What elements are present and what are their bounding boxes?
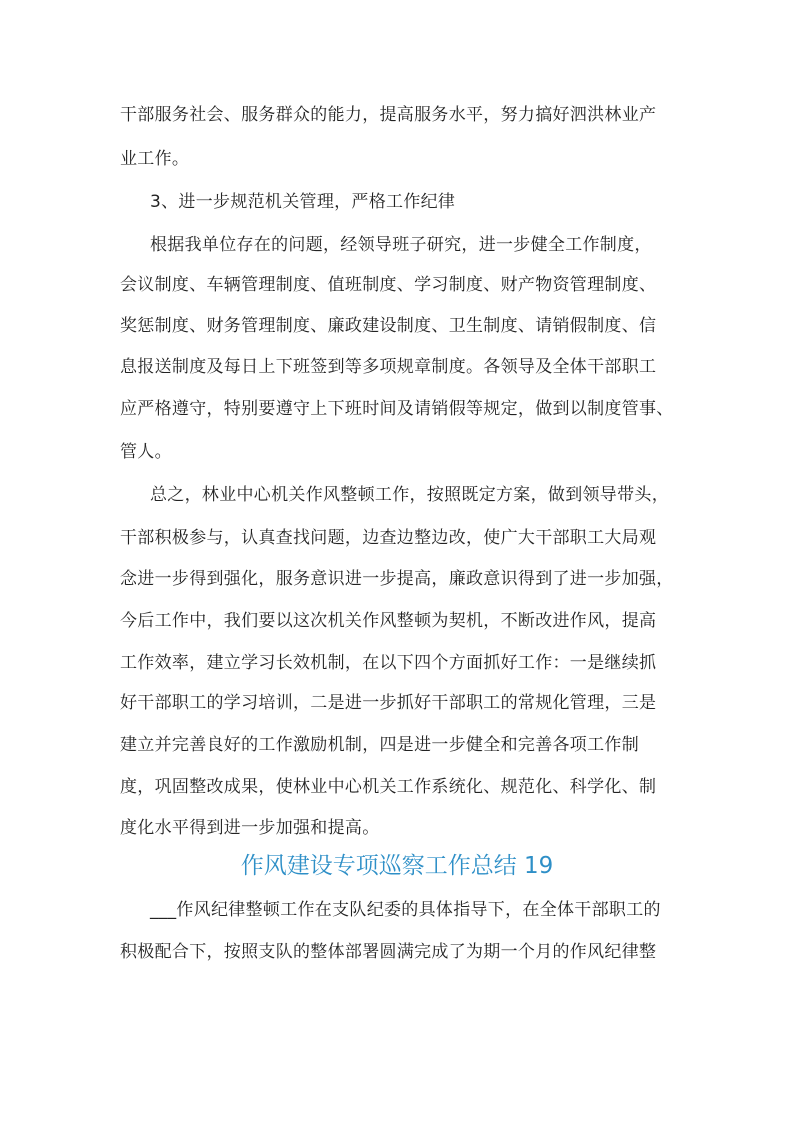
paragraph-line: 度化水平得到进一步加强和提高。 xyxy=(120,818,380,838)
paragraph-line: 会议制度、车辆管理制度、值班制度、学习制度、财产物资管理制度、 xyxy=(120,275,657,295)
paragraph-line: 业工作。 xyxy=(120,149,190,169)
paragraph-line: 息报送制度及每日上下班签到等多项规章制度。各领导及全体干部职工 xyxy=(120,357,657,377)
paragraph-line: 工作效率，建立学习长效机制，在以下四个方面抓好工作：一是继续抓 xyxy=(120,653,657,673)
article-title: 作风建设专项巡察工作总结 19 xyxy=(240,853,554,879)
paragraph-line: 好干部职工的学习培训，二是进一步抓好干部职工的常规化管理，三是 xyxy=(120,693,657,713)
paragraph-line: 干部积极参与，认真查找问题，边查边整边改，使广大干部职工大局观 xyxy=(120,528,657,548)
paragraph-line: ___作风纪律整顿工作在支队纪委的具体指导下，在全体干部职工的 xyxy=(150,900,661,920)
paragraph-line: 建立并完善良好的工作激励机制，四是进一步健全和完善各项工作制 xyxy=(120,735,639,755)
paragraph-line: 管人。 xyxy=(120,442,172,462)
paragraph-line: 积极配合下，按照支队的整体部署圆满完成了为期一个月的作风纪律整 xyxy=(120,942,657,962)
paragraph-line: 今后工作中，我们要以这次机关作风整顿为契机，不断改进作风，提高 xyxy=(120,611,657,631)
paragraph-line: 应严格遵守，特别要遵守上下班时间及请销假等规定，做到以制度管事、 xyxy=(120,399,674,419)
paragraph-line: 度，巩固整改成果，使林业中心机关工作系统化、规范化、科学化、制 xyxy=(120,777,657,797)
paragraph-line: 根据我单位存在的问题，经领导班子研究，进一步健全工作制度， xyxy=(150,235,652,255)
paragraph-line: 总之，林业中心机关作风整顿工作，按照既定方案，做到领导带头， xyxy=(150,485,669,505)
paragraph-line: 奖惩制度、财务管理制度、廉政建设制度、卫生制度、请销假制度、信 xyxy=(120,316,657,336)
paragraph-line: 念进一步得到强化，服务意识进一步提高，廉政意识得到了进一步加强， xyxy=(120,569,674,589)
paragraph-line: 干部服务社会、服务群众的能力，提高服务水平，努力搞好泗洪林业产 xyxy=(120,105,657,125)
section-heading: 3、进一步规范机关管理，严格工作纪律 xyxy=(150,192,456,212)
